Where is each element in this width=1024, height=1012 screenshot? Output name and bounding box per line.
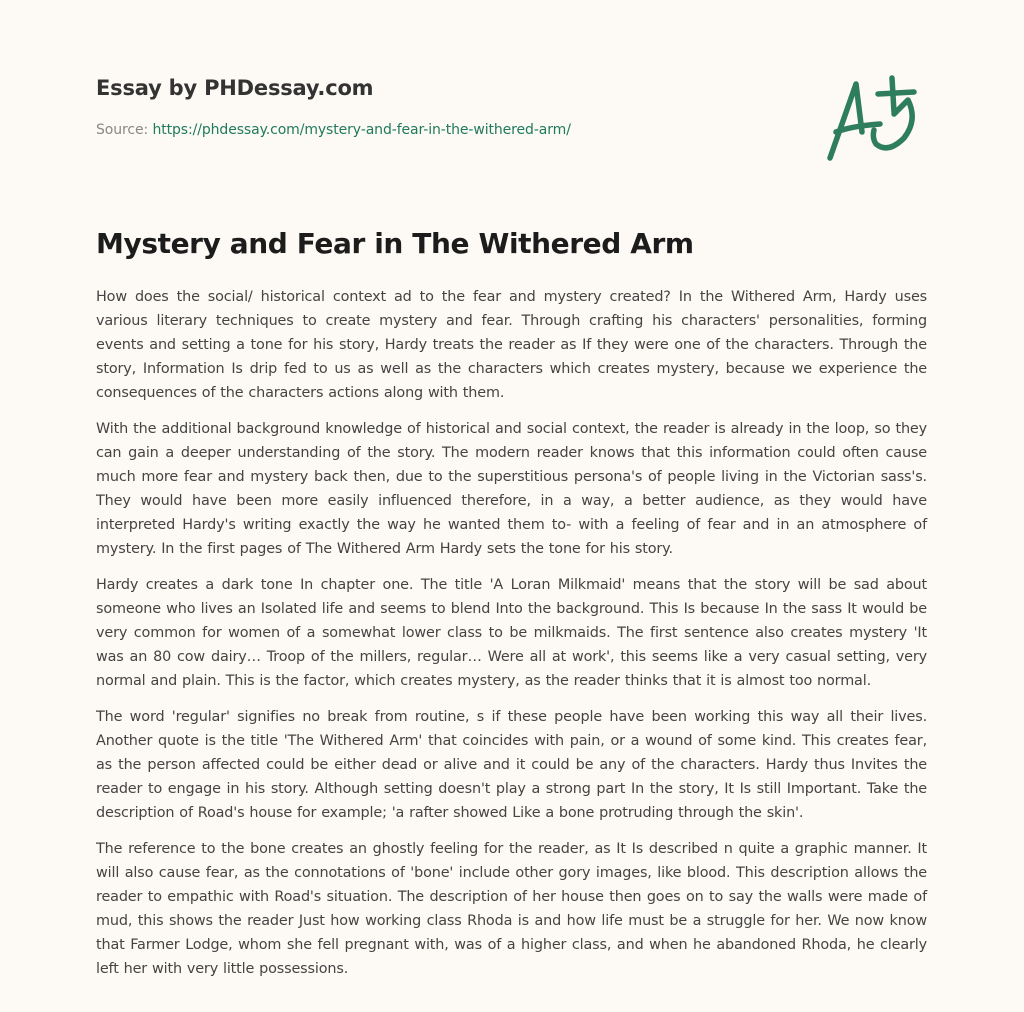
paragraph: Hardy creates a dark tone In chapter one. The title 'A Loran Milkmaid' means that the story will be sad about someone who lives an Isolated life and seems to blend Into the background. This Is because In the sass It would be very common for women of a somewhat lower class to be milkmaids. The first sentence also creates mystery 'It was an 80 cow dairy… Troop of the millers, regular… Were all at work', this seems like a very casual setting, very normal and plain. This is the factor, which creates mystery, as the reader thinks that it is almost too normal. — [96, 577, 927, 689]
source-label: Source: — [96, 122, 149, 138]
essay-body — [96, 285, 927, 993]
essay-header — [96, 76, 696, 138]
paragraph: The reference to the bone creates an ghostly feeling for the reader, as It Is described n quite a graphic manner. It will also cause fear, as the connotations of 'bone' include other gory images, like blood. This description allows the reader to empathic with Road's situation. The description of her house then goes on to say the walls were made of mud, this shows the reader Just how working class Rhoda is and how life must be a struggle for her. We now know that Farmer Lodge, whom she fell pregnant with, was of a higher class, and when he abandoned Rhoda, he clearly left her with very little possessions. — [96, 841, 927, 977]
paragraph: With the additional background knowledge of historical and social context, the reader is already in the loop, so they can gain a deeper understanding of the story. The modern reader knows that this information could often cause much more fear and mystery back then, due to the superstitious persona's of people living in the Victorian sass's. They would have been more easily influenced therefore, in a way, a better audience, as they would have interpreted Hardy's writing exactly the way he wanted them to- with a feeling of fear and in an atmosphere of mystery. In the first pages of The Withered Arm Hardy sets the tone for his story. — [96, 421, 927, 557]
document-title: Mystery and Fear in The Withered Arm — [96, 227, 694, 260]
site-title: Essay by PHDessay.com — [96, 76, 374, 100]
source-line — [96, 122, 696, 138]
paragraph: How does the social/ historical context ad to the fear and mystery created? In the Withered Arm, Hardy uses various literary techniques to create mystery and fear. Through crafting his characters' personalities, forming events and setting a tone for his story, Hardy treats the reader as If they were one of the characters. Through the story, Information Is drip fed to us as well as the characters which creates mystery, because we experience the consequences of the characters actions along with them. — [96, 289, 927, 401]
a-plus-grade-icon — [822, 70, 932, 165]
paragraph: The word 'regular' signifies no break from routine, s if these people have been working this way all their lives. Another quote is the title 'The Withered Arm' that coincides with pain, or a wound of some kind. This creates fear, as the person affected could be either dead or alive and it could be any of the characters. Hardy thus Invites the reader to engage in his story. Although setting doesn't play a strong part In the story, It Is still Important. Take the description of Road's house for example; 'a rafter showed Like a bone protruding through the skin'. — [96, 709, 927, 821]
source-link[interactable]: https://phdessay.com/mystery-and-fear-in-the-withered-arm/ — [152, 122, 571, 138]
